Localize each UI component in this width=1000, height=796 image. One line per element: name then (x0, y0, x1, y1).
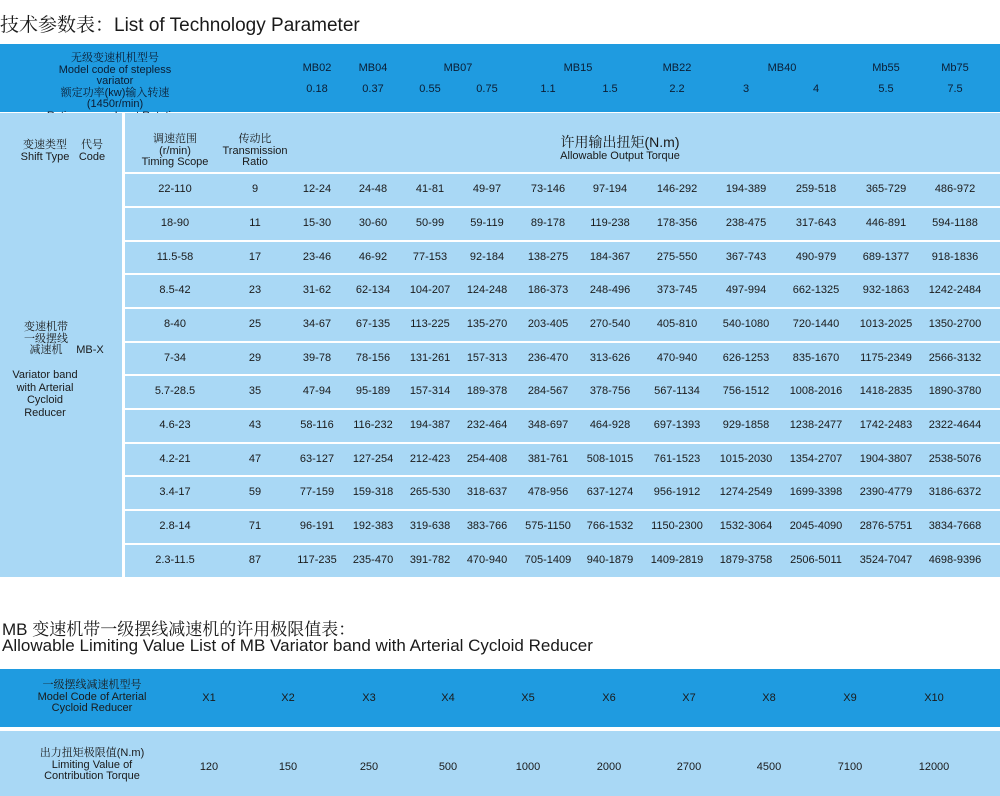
torque-cell: 92-184 (469, 251, 505, 263)
torque-cell: 766-1532 (586, 520, 634, 532)
torque-cell: 97-194 (592, 183, 628, 195)
row-divider (125, 341, 1000, 343)
torque-cell: 275-550 (656, 251, 698, 263)
torque-cell: 138-275 (527, 251, 569, 263)
group-label-cn: 变速机带 一级摆线 减速机 (24, 321, 68, 356)
torque-cell: 4698-9396 (928, 554, 982, 566)
torque-cell: 2506-5011 (790, 554, 842, 566)
torque-cell: 697-1393 (653, 419, 701, 431)
torque-cell: 637-1274 (586, 486, 634, 498)
row-divider (125, 206, 1000, 208)
torque-cell: 1274-2549 (719, 486, 773, 498)
model-code: MB15 (563, 62, 593, 74)
group-code: MB-X (76, 344, 104, 356)
limit-torque-value: 150 (278, 761, 298, 773)
torque-cell: 135-270 (466, 318, 508, 330)
model-code: MB22 (662, 62, 692, 74)
torque-cell: 720-1440 (792, 318, 840, 330)
power-value: 0.75 (476, 83, 498, 95)
torque-cell: 367-743 (725, 251, 767, 263)
limit-model-code: X1 (202, 692, 216, 704)
torque-cell: 186-373 (527, 284, 569, 296)
torque-cell: 662-1325 (792, 284, 840, 296)
torque-cell: 270-540 (589, 318, 631, 330)
torque-cell: 59-119 (470, 217, 504, 229)
row-divider (125, 408, 1000, 410)
torque-cell: 124-248 (466, 284, 508, 296)
torque-cell: 96-191 (299, 520, 335, 532)
torque-cell: 497-994 (725, 284, 767, 296)
torque-cell: 381-761 (527, 453, 569, 465)
torque-cell: 157-313 (466, 352, 508, 364)
torque-cell: 1742-2483 (859, 419, 913, 431)
limit-model-label: 一级摆线减速机型号 Model Code of Arterial Cycloid Reducer (37, 679, 147, 714)
page-title: 技术参数表：List of Technology Parameter (0, 15, 360, 36)
torque-cell: 157-314 (409, 385, 451, 397)
torque-cell: 1175-2349 (860, 352, 912, 364)
power-value: 0.37 (362, 83, 384, 95)
power-value: 1.1 (540, 83, 556, 95)
torque-cell: 89-178 (530, 217, 566, 229)
torque-cell: 47-94 (302, 385, 332, 397)
group-label-en: Variator band with Arterial Cycloid Reducer (12, 369, 78, 419)
limit-torque-value: 2000 (596, 761, 622, 773)
power-value: 1.5 (602, 83, 618, 95)
torque-cell: 127-254 (352, 453, 394, 465)
row-divider (125, 374, 1000, 376)
torque-cell: 470-940 (656, 352, 698, 364)
torque-cell: 1013-2025 (859, 318, 913, 330)
torque-cell: 464-928 (589, 419, 631, 431)
torque-cell: 30-60 (358, 217, 388, 229)
torque-cell: 761-1523 (653, 453, 701, 465)
torque-cell: 705-1409 (524, 554, 572, 566)
ratio-cell: 11 (249, 217, 261, 229)
timing-scope-cell: 22-110 (158, 183, 192, 195)
ratio-cell: 43 (248, 419, 262, 431)
torque-cell: 940-1879 (586, 554, 634, 566)
torque-cell: 24-48 (358, 183, 388, 195)
torque-cell: 2566-3132 (928, 352, 982, 364)
torque-cell: 194-387 (409, 419, 451, 431)
row-divider (125, 307, 1000, 309)
torque-cell: 212-423 (409, 453, 451, 465)
torque-cell: 567-1134 (654, 385, 700, 397)
torque-cell: 1879-3758 (719, 554, 773, 566)
limit-torque-value: 4500 (756, 761, 782, 773)
timing-scope-cell: 4.6-23 (159, 419, 191, 431)
torque-cell: 446-891 (865, 217, 907, 229)
limit-table-title-cn: MB 变速机带一级摆线减速机的许用极限值表： (2, 620, 356, 639)
limit-model-code: X6 (602, 692, 616, 704)
torque-cell: 117-235 (297, 554, 337, 566)
torque-cell: 378-756 (589, 385, 631, 397)
torque-cell: 470-940 (466, 554, 508, 566)
torque-cell: 932-1863 (862, 284, 910, 296)
limit-model-code: X9 (843, 692, 857, 704)
torque-cell: 119-238 (590, 217, 630, 229)
torque-cell: 63-127 (299, 453, 335, 465)
torque-cell: 235-470 (352, 554, 394, 566)
torque-cell: 184-367 (589, 251, 631, 263)
model-code: MB40 (767, 62, 797, 74)
torque-cell: 1015-2030 (719, 453, 773, 465)
torque-cell: 238-475 (725, 217, 767, 229)
limit-torque-value: 120 (199, 761, 219, 773)
model-code: MB04 (358, 62, 388, 74)
torque-cell: 77-153 (412, 251, 448, 263)
torque-cell: 383-766 (466, 520, 508, 532)
ratio-header: 传动比 Transmission Ratio (222, 133, 288, 168)
model-code: Mb75 (941, 62, 969, 74)
torque-cell: 929-1858 (722, 419, 770, 431)
torque-cell: 508-1015 (586, 453, 634, 465)
torque-cell: 50-99 (415, 217, 445, 229)
torque-cell: 232-464 (466, 419, 508, 431)
torque-cell: 284-567 (527, 385, 569, 397)
torque-cell: 254-408 (466, 453, 508, 465)
torque-cell: 131-261 (409, 352, 451, 364)
limit-torque-value: 250 (359, 761, 379, 773)
torque-cell: 3524-7047 (859, 554, 913, 566)
torque-cell: 956-1912 (653, 486, 701, 498)
limit-torque-value: 7100 (837, 761, 863, 773)
row-divider (125, 240, 1000, 242)
torque-cell: 575-1150 (525, 520, 571, 532)
torque-cell: 15-30 (302, 217, 332, 229)
torque-cell: 58-116 (300, 419, 334, 431)
torque-cell: 319-638 (409, 520, 451, 532)
torque-cell: 1150-2300 (651, 520, 703, 532)
torque-cell: 835-1670 (792, 352, 840, 364)
torque-cell: 192-383 (352, 520, 394, 532)
row-divider (125, 442, 1000, 444)
torque-cell: 62-134 (355, 284, 391, 296)
torque-cell: 1418-2835 (859, 385, 913, 397)
limit-model-code: X4 (441, 692, 455, 704)
torque-cell: 46-92 (358, 251, 388, 263)
timing-scope-cell: 2.8-14 (159, 520, 191, 532)
ratio-cell: 87 (248, 554, 262, 566)
limit-model-code: X3 (362, 692, 376, 704)
torque-header: 许用输出扭矩(N.m) Allowable Output Torque (560, 134, 680, 162)
timing-scope-cell: 8-40 (163, 318, 187, 330)
torque-cell: 405-810 (656, 318, 698, 330)
torque-cell: 159-318 (352, 486, 394, 498)
torque-cell: 1238-2477 (789, 419, 843, 431)
torque-cell: 365-729 (865, 183, 907, 195)
row-divider (125, 475, 1000, 477)
header-label: 无级变速机机型号 Model code of stepless variator 额定功率(kw)输入转速(1450r/min) (58, 52, 172, 110)
torque-cell: 2045-4090 (789, 520, 843, 532)
torque-cell: 67-135 (355, 318, 391, 330)
torque-cell: 1890-3780 (928, 385, 982, 397)
row-divider (125, 273, 1000, 275)
torque-cell: 689-1377 (862, 251, 910, 263)
power-value: 0.18 (306, 83, 328, 95)
torque-cell: 756-1512 (722, 385, 770, 397)
power-value: 4 (812, 83, 820, 95)
torque-cell: 2876-5751 (859, 520, 913, 532)
torque-cell: 12-24 (302, 183, 332, 195)
torque-cell: 918-1836 (931, 251, 979, 263)
torque-cell: 1409-2819 (650, 554, 704, 566)
timing-scope-header: 调速范围 (r/min) Timing Scope (141, 133, 209, 168)
torque-cell: 23-46 (302, 251, 332, 263)
power-value: 3 (742, 83, 750, 95)
torque-cell: 317-643 (795, 217, 837, 229)
torque-cell: 3186-6372 (928, 486, 982, 498)
timing-scope-cell: 5.7-28.5 (154, 385, 196, 397)
row-divider (125, 172, 1000, 174)
limit-torque-value: 500 (438, 761, 458, 773)
torque-cell: 313-626 (589, 352, 631, 364)
ratio-cell: 59 (248, 486, 262, 498)
shift-type-header: 变速类型 Shift Type (20, 139, 70, 163)
ratio-cell: 29 (248, 352, 262, 364)
timing-scope-cell: 18-90 (160, 217, 190, 229)
torque-cell: 540-1080 (722, 318, 770, 330)
torque-cell: 31-62 (302, 284, 332, 296)
ratio-cell: 17 (248, 251, 262, 263)
torque-cell: 2390-4779 (859, 486, 913, 498)
torque-cell: 1350-2700 (928, 318, 982, 330)
torque-cell: 486-972 (934, 183, 976, 195)
torque-cell: 391-782 (409, 554, 451, 566)
torque-cell: 113-225 (410, 318, 450, 330)
timing-scope-cell: 8.5-42 (159, 284, 191, 296)
torque-cell: 265-530 (409, 486, 451, 498)
limit-model-code: X7 (682, 692, 696, 704)
torque-cell: 478-956 (527, 486, 569, 498)
limit-torque-label: 出力扭矩极限值(N.m) Limiting Value of Contribution Torque (39, 747, 145, 782)
timing-scope-cell: 7-34 (163, 352, 187, 364)
torque-cell: 1699-3398 (789, 486, 843, 498)
torque-cell: 194-389 (725, 183, 767, 195)
torque-cell: 594-1188 (932, 217, 978, 229)
torque-cell: 77-159 (299, 486, 335, 498)
torque-cell: 95-189 (355, 385, 391, 397)
torque-cell: 318-637 (466, 486, 508, 498)
torque-cell: 1904-3807 (859, 453, 913, 465)
torque-cell: 626-1253 (722, 352, 770, 364)
power-value: 0.55 (419, 83, 441, 95)
torque-cell: 41-81 (415, 183, 445, 195)
limit-torque-value: 12000 (918, 761, 950, 773)
torque-cell: 236-470 (527, 352, 569, 364)
ratio-cell: 71 (248, 520, 262, 532)
model-code: MB07 (443, 62, 473, 74)
row-divider (125, 509, 1000, 511)
torque-cell: 1242-2484 (928, 284, 982, 296)
timing-scope-cell: 4.2-21 (159, 453, 191, 465)
code-header: 代号 Code (78, 139, 106, 163)
torque-cell: 146-292 (656, 183, 698, 195)
torque-cell: 1354-2707 (789, 453, 843, 465)
torque-cell: 259-518 (795, 183, 837, 195)
torque-cell: 49-97 (472, 183, 502, 195)
torque-cell: 39-78 (302, 352, 332, 364)
torque-cell: 189-378 (466, 385, 508, 397)
ratio-cell: 9 (251, 183, 259, 195)
torque-cell: 78-156 (355, 352, 391, 364)
torque-cell: 3834-7668 (928, 520, 982, 532)
torque-cell: 104-207 (409, 284, 451, 296)
power-value: 2.2 (669, 83, 685, 95)
power-value: 5.5 (878, 83, 894, 95)
ratio-cell: 25 (248, 318, 262, 330)
torque-cell: 34-67 (302, 318, 332, 330)
limit-model-code: X10 (924, 692, 944, 704)
torque-cell: 490-979 (795, 251, 837, 263)
ratio-cell: 35 (248, 385, 262, 397)
ratio-cell: 47 (248, 453, 262, 465)
torque-cell: 203-405 (527, 318, 569, 330)
row-divider (125, 543, 1000, 545)
timing-scope-cell: 3.4-17 (159, 486, 191, 498)
limit-model-code: X5 (521, 692, 535, 704)
limit-torque-value: 1000 (515, 761, 541, 773)
ratio-cell: 23 (248, 284, 262, 296)
torque-cell: 2322-4644 (928, 419, 982, 431)
torque-cell: 1008-2016 (789, 385, 843, 397)
torque-cell: 1532-3064 (719, 520, 773, 532)
torque-cell: 373-745 (656, 284, 698, 296)
torque-cell: 178-356 (656, 217, 698, 229)
limit-torque-value: 2700 (676, 761, 702, 773)
limit-table-title-en: Allowable Limiting Value List of MB Variator band with Arterial Cycloid Reducer (2, 636, 593, 655)
torque-cell: 348-697 (527, 419, 569, 431)
limit-model-code: X8 (762, 692, 776, 704)
model-code: MB02 (302, 62, 332, 74)
timing-scope-cell: 2.3-11.5 (155, 554, 195, 566)
torque-cell: 73-146 (530, 183, 566, 195)
torque-cell: 248-496 (589, 284, 631, 296)
torque-cell: 2538-5076 (928, 453, 982, 465)
limit-model-code: X2 (281, 692, 295, 704)
power-value: 7.5 (947, 83, 963, 95)
torque-cell: 116-232 (353, 419, 393, 431)
timing-scope-cell: 11.5-58 (156, 251, 194, 263)
model-code: Mb55 (872, 62, 900, 74)
